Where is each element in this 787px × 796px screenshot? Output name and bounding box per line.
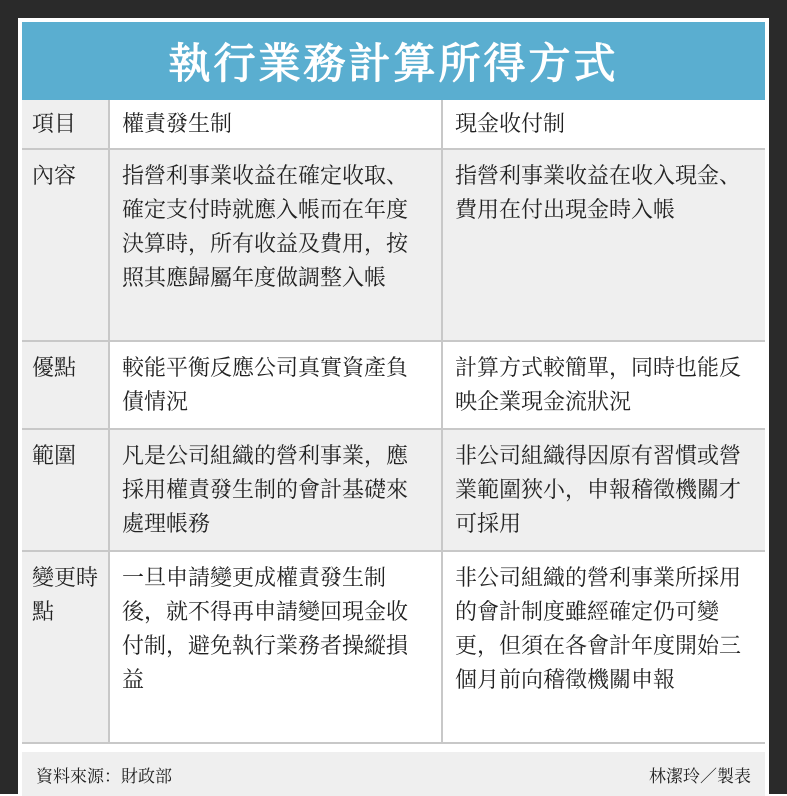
row-cash-text: 非公司組織得因原有習慣或營業範圍狹小，申報稽徵機關才可採用 bbox=[455, 444, 742, 537]
row-cash-text: 指營利事業收益在收入現金、費用在付出現金時入帳 bbox=[455, 164, 742, 223]
table-row-scope bbox=[22, 429, 765, 551]
header-cash bbox=[442, 100, 765, 149]
row-item-cell bbox=[22, 429, 109, 551]
row-cash-text: 非公司組織的營利事業所採用的會計制度雖經確定仍可變更，但須在各會計年度開始三個月前向稽徵機關申報 bbox=[455, 566, 742, 693]
row-accrual-text: 一旦申請變更成權責發生制後，就不得再申請變回現金收付制，避免執行業務者操縱損益 bbox=[122, 566, 409, 693]
title-bar bbox=[22, 22, 765, 100]
row-item-label: 範圍 bbox=[32, 444, 77, 469]
header-item-label: 項目 bbox=[32, 112, 77, 137]
table-header-row bbox=[22, 100, 765, 149]
row-cash-text: 計算方式較簡單，同時也能反映企業現金流狀況 bbox=[455, 356, 742, 415]
credit-note: 林潔玲／製表 bbox=[649, 766, 751, 787]
row-accrual-cell bbox=[109, 149, 442, 341]
source-note: 資料來源：財政部 bbox=[36, 766, 172, 787]
row-accrual-text: 指營利事業收益在確定收取、確定支付時就應入帳而在年度決算時，所有收益及費用，按照其應歸屬年度做調整入帳 bbox=[122, 164, 409, 291]
infographic-card bbox=[18, 18, 769, 794]
row-cash-cell bbox=[442, 341, 765, 429]
row-cash-cell bbox=[442, 551, 765, 743]
row-item-cell bbox=[22, 551, 109, 743]
table-row-change-timing bbox=[22, 551, 765, 743]
row-accrual-cell bbox=[109, 551, 442, 743]
row-item-label: 變更時點 bbox=[32, 566, 99, 625]
row-accrual-text: 較能平衡反應公司真實資產負債情況 bbox=[122, 356, 409, 415]
row-cash-cell bbox=[442, 429, 765, 551]
footer-bar bbox=[22, 752, 765, 796]
row-item-label: 優點 bbox=[32, 356, 77, 381]
row-accrual-cell bbox=[109, 341, 442, 429]
row-accrual-text: 凡是公司組織的營利事業，應採用權責發生制的會計基礎來處理帳務 bbox=[122, 444, 409, 537]
header-cash-label: 現金收付制 bbox=[455, 112, 566, 137]
row-accrual-cell bbox=[109, 429, 442, 551]
row-item-cell bbox=[22, 341, 109, 429]
table-row-advantages bbox=[22, 341, 765, 429]
row-cash-cell bbox=[442, 149, 765, 341]
header-item bbox=[22, 100, 109, 149]
comparison-table bbox=[22, 100, 765, 744]
header-accrual-label: 權責發生制 bbox=[122, 112, 233, 137]
page-title: 執行業務計算所得方式 bbox=[168, 39, 619, 88]
row-item-label: 內容 bbox=[32, 164, 77, 189]
table-row-content bbox=[22, 149, 765, 341]
header-accrual bbox=[109, 100, 442, 149]
row-item-cell bbox=[22, 149, 109, 341]
